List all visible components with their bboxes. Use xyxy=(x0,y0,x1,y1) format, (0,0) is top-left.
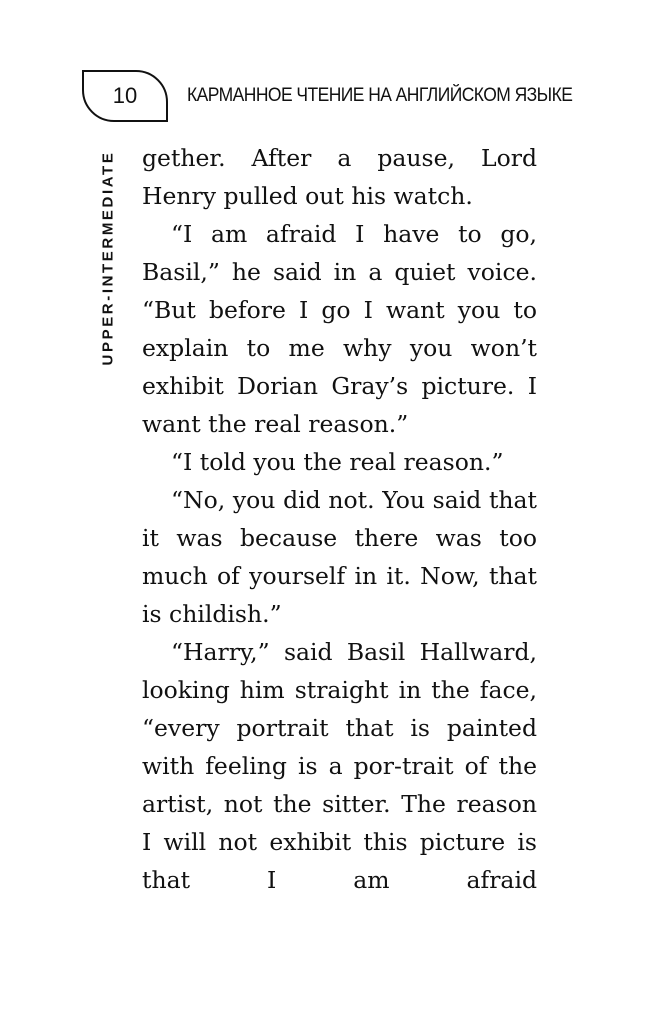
paragraph-3: “I told you the real reason.” xyxy=(171,448,504,476)
paragraph-4: “No, you did not. You said that it was because there was too much of yourself in it. Now, that is childish.” xyxy=(142,486,537,628)
page-number-badge xyxy=(82,70,168,122)
paragraph-2: “I am afraid I have to go, Basil,” he said in a quiet voice. “But before I go I want you to explain to me why you won’t exhibit Dorian Gray’s picture. I want the real reason.” xyxy=(142,220,537,438)
page-number: 10 xyxy=(112,83,138,108)
running-title: КАРМАННОЕ ЧТЕНИЕ НА АНГЛИЙСКОМ ЯЗЫКЕ xyxy=(187,85,573,106)
body-text xyxy=(142,139,537,899)
paragraph-5: “Harry,” said Basil Hallward, looking him straight in the face, “every portrait that is painted with feeling is a por-trait of the artist, not the sitter. The reason I will not exhibit this picture is that I am afraid xyxy=(142,638,537,894)
paragraph-1: gether. After a pause, Lord Henry pulled out his watch. xyxy=(142,144,537,210)
level-label: UPPER-INTERMEDIATE xyxy=(99,150,117,366)
